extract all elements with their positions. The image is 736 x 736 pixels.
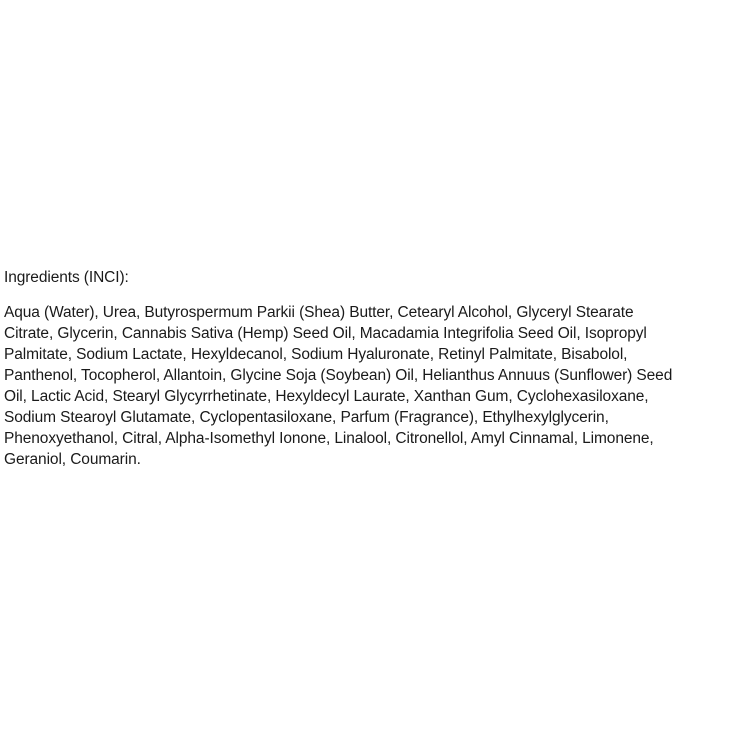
ingredients-line: Palmitate, Sodium Lactate, Hexyldecanol, Sodium Hyaluronate, Retinyl Palmitate, Bisabolol, — [4, 346, 628, 363]
ingredients-line: Sodium Stearoyl Glutamate, Cyclopentasiloxane, Parfum (Fragrance), Ethylhexylglycerin, — [4, 409, 609, 426]
ingredients-line: Citrate, Glycerin, Cannabis Sativa (Hemp) Seed Oil, Macadamia Integrifolia Seed Oil, Isopropyl — [4, 325, 647, 342]
ingredients-line: Panthenol, Tocopherol, Allantoin, Glycine Soja (Soybean) Oil, Helianthus Annuus (Sunflower) Seed — [4, 367, 673, 384]
ingredients-line: Phenoxyethanol, Citral, Alpha-Isomethyl Ionone, Linalool, Citronellol, Amyl Cinnamal, Limonene, — [4, 430, 654, 447]
ingredients-line: Geraniol, Coumarin. — [4, 451, 141, 468]
ingredients-section — [4, 267, 734, 470]
ingredients-line: Aqua (Water), Urea, Butyrospermum Parkii (Shea) Butter, Cetearyl Alcohol, Glyceryl Stearate — [4, 304, 634, 321]
ingredients-list — [4, 302, 734, 470]
ingredients-line: Oil, Lactic Acid, Stearyl Glycyrrhetinate, Hexyldecyl Laurate, Xanthan Gum, Cyclohexasiloxane, — [4, 388, 649, 405]
ingredients-heading: Ingredients (INCI): — [4, 269, 129, 286]
